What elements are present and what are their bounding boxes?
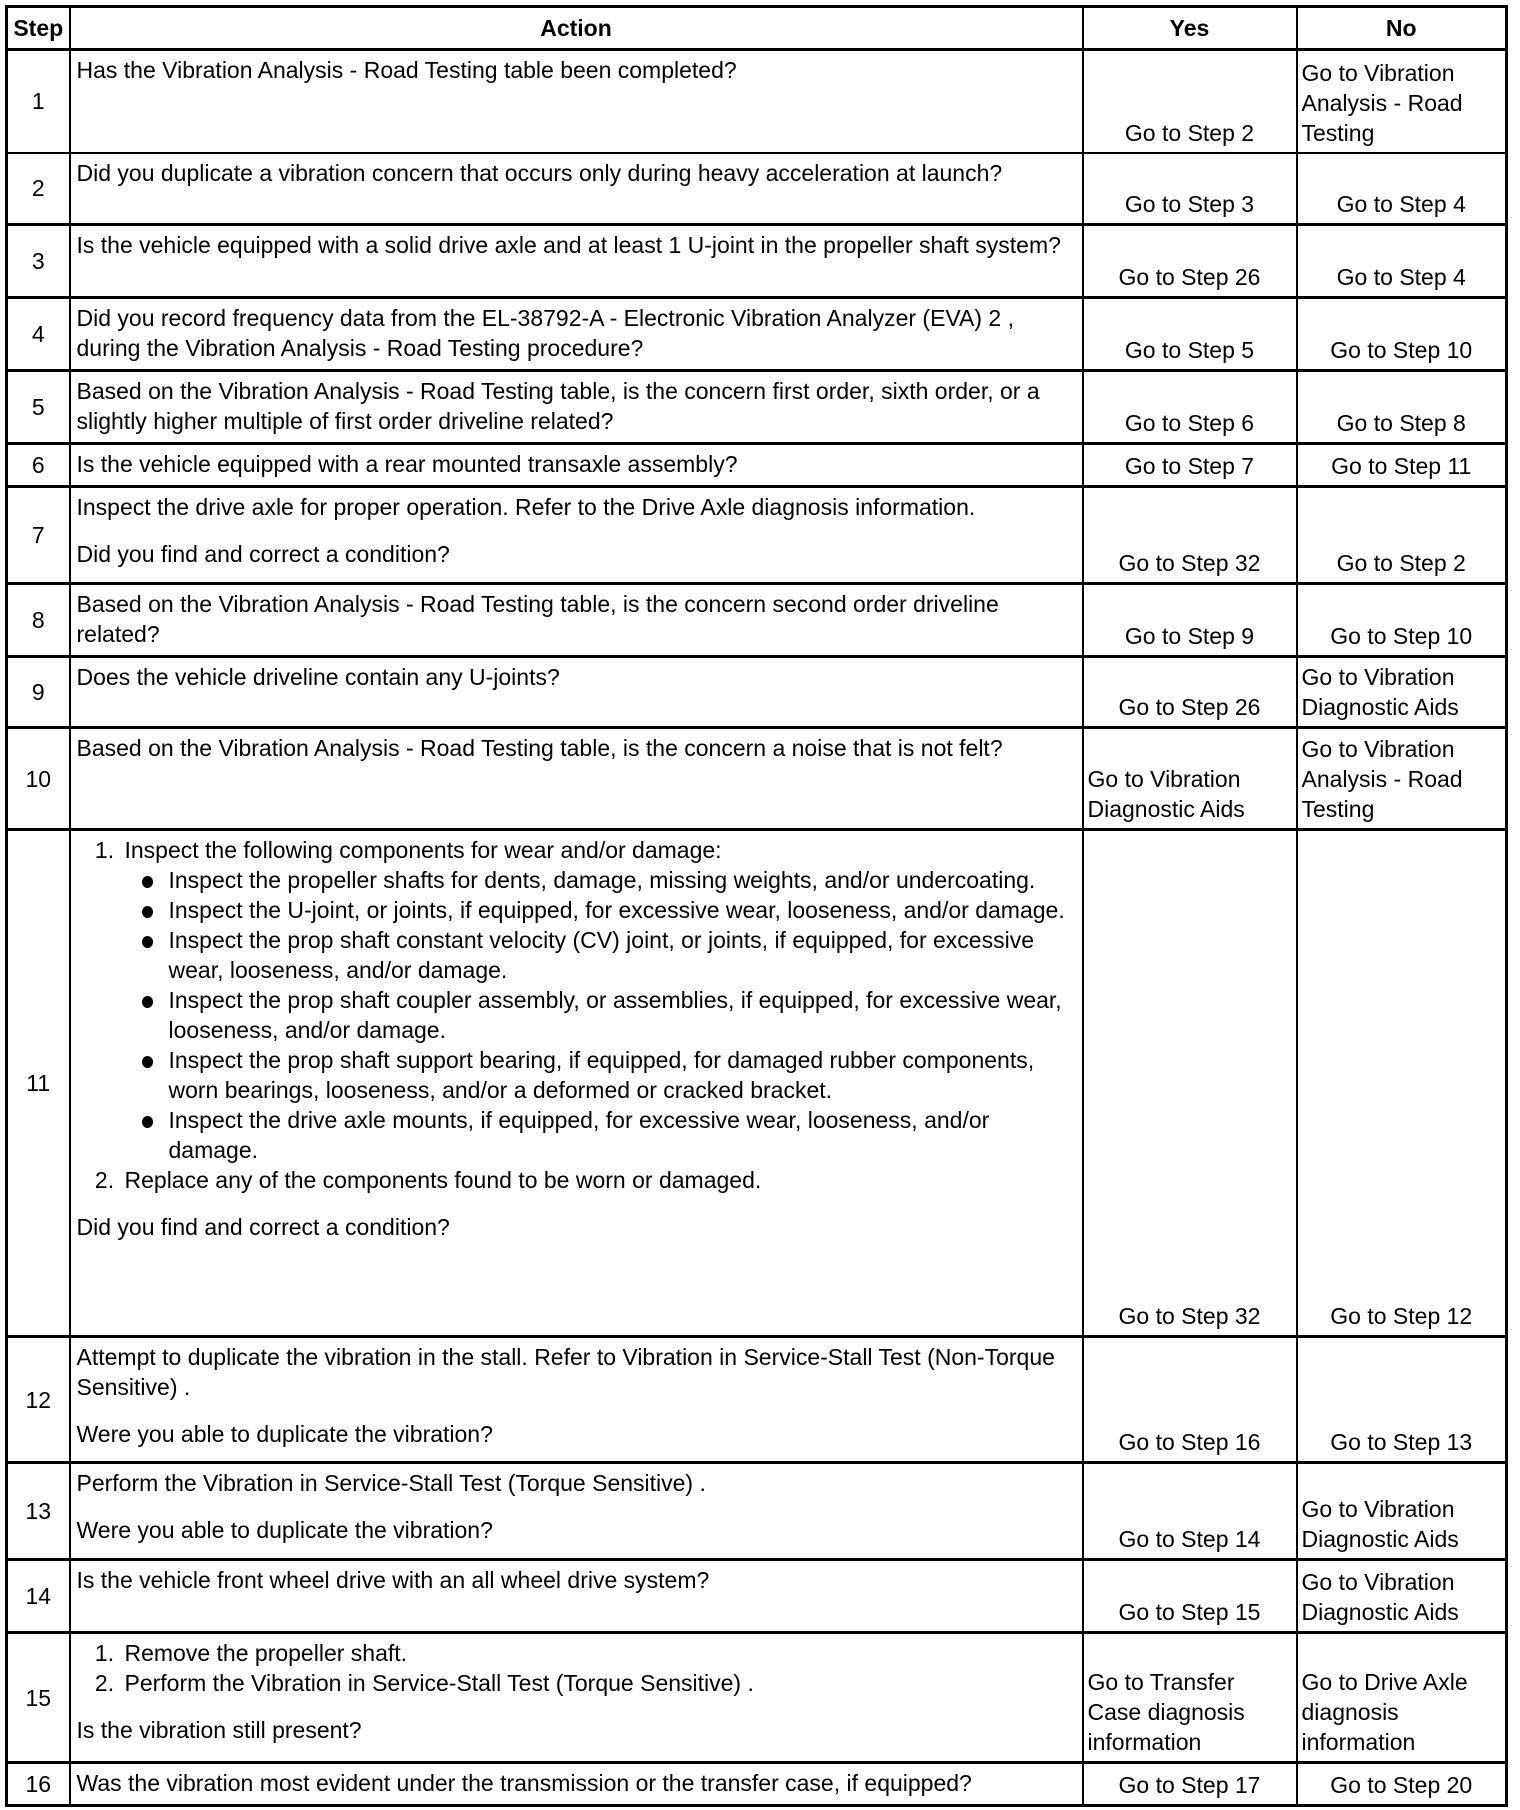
procedure-item: 1. Remove the propeller shaft. [121, 1638, 1076, 1668]
action-text: Based on the Vibration Analysis - Road Testing table, is the concern second order driveline related? [76, 591, 999, 647]
action-cell [70, 584, 1083, 657]
table-row [7, 728, 1507, 830]
no-cell: Go to Vibration Analysis - Road Testing [1297, 50, 1507, 153]
action-question: Is the vibration still present? [76, 1717, 362, 1743]
action-text: Is the vehicle front wheel drive with an all wheel drive system? [76, 1567, 710, 1593]
action-cell [70, 1763, 1083, 1806]
yes-cell: Go to Step 26 [1083, 225, 1297, 298]
table-row [7, 830, 1507, 1337]
step-number: 12 [7, 1337, 70, 1463]
action-cell [70, 830, 1083, 1337]
yes-cell: Go to Step 6 [1083, 371, 1297, 444]
yes-cell: Go to Step 17 [1083, 1763, 1297, 1806]
step-number: 11 [7, 830, 70, 1337]
procedure-item: 1. Inspect the following components for wear and/or damage: Inspect the propeller shafts for dents, damage, missing weights, and/or undercoating. Inspect the U-joint, or joints, if equipped, for excessive wear, looseness, and/or damage. Inspect the prop shaft constant velocity (CV) joint, or joints, if equipped, for excessive wear, looseness, and/or damage. Inspect the prop shaft coupler assembly, or assemblies, if equipped, for excessive wear, looseness, and/or damage. Inspect the prop shaft support bearing, if equipped, for damaged rubber components, worn bearings, looseness, and/or a deformed or cracked bracket. Inspect the drive axle mounts, if equipped, for excessive wear, looseness, and/or damage. [121, 835, 1076, 1165]
table-row [7, 487, 1507, 584]
action-cell [70, 487, 1083, 584]
no-cell: Go to Step 8 [1297, 371, 1507, 444]
no-cell: Go to Vibration Diagnostic Aids [1297, 1463, 1507, 1560]
step-number: 7 [7, 487, 70, 584]
yes-cell: Go to Step 14 [1083, 1463, 1297, 1560]
action-question: Did you find and correct a condition? [76, 541, 450, 567]
action-cell [70, 298, 1083, 371]
no-cell: Go to Step 4 [1297, 225, 1507, 298]
step-number: 8 [7, 584, 70, 657]
table-row [7, 657, 1507, 728]
no-cell: Go to Step 13 [1297, 1337, 1507, 1463]
procedure-list [77, 835, 1076, 1195]
table-row [7, 444, 1507, 487]
action-cell [70, 444, 1083, 487]
no-cell: Go to Vibration Diagnostic Aids [1297, 1560, 1507, 1633]
yes-cell: Go to Step 7 [1083, 444, 1297, 487]
action-text: Inspect the drive axle for proper operation. Refer to the Drive Axle diagnosis information. [76, 494, 976, 520]
no-cell: Go to Step 12 [1297, 830, 1507, 1337]
no-cell: Go to Drive Axle diagnosis information [1297, 1633, 1507, 1763]
action-cell [70, 1463, 1083, 1560]
header-no: No [1297, 7, 1507, 50]
table-row [7, 1633, 1507, 1763]
action-text: Attempt to duplicate the vibration in the stall. Refer to Vibration in Service-Stall Test (Non-Torque Sensitive) . [76, 1344, 1055, 1400]
step-number: 14 [7, 1560, 70, 1633]
action-text: Is the vehicle equipped with a solid drive axle and at least 1 U-joint in the propeller shaft system? [76, 232, 1061, 258]
procedure-item: 2. Perform the Vibration in Service-Stall Test (Torque Sensitive) . [121, 1668, 1076, 1698]
action-text: Based on the Vibration Analysis - Road Testing table, is the concern a noise that is not felt? [76, 735, 1003, 761]
yes-cell: Go to Transfer Case diagnosis information [1083, 1633, 1297, 1763]
yes-cell: Go to Step 2 [1083, 50, 1297, 153]
no-cell: Go to Vibration Analysis - Road Testing [1297, 728, 1507, 830]
step-number: 2 [7, 153, 70, 225]
table-row [7, 50, 1507, 153]
table-row [7, 153, 1507, 225]
inspection-bullets [125, 865, 1076, 1165]
bullet-item: Inspect the drive axle mounts, if equipped, for excessive wear, looseness, and/or damage. [169, 1105, 1076, 1165]
header-action: Action [70, 7, 1083, 50]
step-number: 16 [7, 1763, 70, 1806]
header-step: Step [7, 7, 70, 50]
action-text: Did you duplicate a vibration concern that occurs only during heavy acceleration at launch? [76, 159, 1003, 186]
yes-cell: Go to Step 5 [1083, 298, 1297, 371]
no-cell: Go to Step 10 [1297, 584, 1507, 657]
action-cell [70, 1560, 1083, 1633]
table-row [7, 371, 1507, 444]
bullet-item: Inspect the prop shaft constant velocity (CV) joint, or joints, if equipped, for excessive wear, looseness, and/or damage. [169, 925, 1076, 985]
action-question: Were you able to duplicate the vibration? [76, 1421, 493, 1447]
bullet-item: Inspect the propeller shafts for dents, damage, missing weights, and/or undercoating. [169, 865, 1076, 895]
action-question: Did you find and correct a condition? [76, 1214, 450, 1240]
action-text: Based on the Vibration Analysis - Road Testing table, is the concern first order, sixth order, or a slightly higher multiple of first order driveline related? [76, 378, 1040, 434]
step-number: 15 [7, 1633, 70, 1763]
no-cell: Go to Step 4 [1297, 153, 1507, 225]
action-text: Perform the Vibration in Service-Stall Test (Torque Sensitive) . [76, 1470, 706, 1496]
table-row [7, 298, 1507, 371]
yes-cell: Go to Step 3 [1083, 153, 1297, 225]
step-number: 10 [7, 728, 70, 830]
yes-cell: Go to Step 32 [1083, 487, 1297, 584]
table-row [7, 225, 1507, 298]
table-row [7, 1463, 1507, 1560]
step-number: 3 [7, 225, 70, 298]
table-row [7, 1560, 1507, 1633]
yes-cell: Go to Step 26 [1083, 657, 1297, 728]
no-cell: Go to Step 10 [1297, 298, 1507, 371]
yes-cell: Go to Step 16 [1083, 1337, 1297, 1463]
bullet-item: Inspect the U-joint, or joints, if equipped, for excessive wear, looseness, and/or damage. [169, 895, 1076, 925]
action-cell [70, 1337, 1083, 1463]
action-text: Was the vibration most evident under the transmission or the transfer case, if equipped? [76, 1770, 972, 1796]
diagnostic-table [5, 5, 1508, 1807]
action-cell [70, 728, 1083, 830]
action-cell [70, 153, 1083, 225]
table-row [7, 1763, 1507, 1806]
action-cell [70, 1633, 1083, 1763]
no-cell: Go to Vibration Diagnostic Aids [1297, 657, 1507, 728]
action-cell [70, 371, 1083, 444]
action-text: Does the vehicle driveline contain any U-joints? [76, 664, 560, 690]
action-text: Did you record frequency data from the EL-38792-A - Electronic Vibration Analyzer (EVA) 2 , during the Vibration Analysis - Road Testing procedure? [76, 305, 1015, 361]
action-question: Were you able to duplicate the vibration? [76, 1517, 493, 1543]
yes-cell: Go to Step 9 [1083, 584, 1297, 657]
bullet-item: Inspect the prop shaft coupler assembly, or assemblies, if equipped, for excessive wear, looseness, and/or damage. [169, 985, 1076, 1045]
action-cell [70, 50, 1083, 153]
no-cell: Go to Step 2 [1297, 487, 1507, 584]
header-row [7, 7, 1507, 50]
table-row [7, 1337, 1507, 1463]
no-cell: Go to Step 20 [1297, 1763, 1507, 1806]
action-text: Has the Vibration Analysis - Road Testing table been completed? [76, 57, 737, 83]
yes-cell: Go to Vibration Diagnostic Aids [1083, 728, 1297, 830]
yes-cell: Go to Step 32 [1083, 830, 1297, 1337]
step-number: 5 [7, 371, 70, 444]
bullet-item: Inspect the prop shaft support bearing, if equipped, for damaged rubber components, worn bearings, looseness, and/or a deformed or cracked bracket. [169, 1045, 1076, 1105]
no-cell: Go to Step 11 [1297, 444, 1507, 487]
action-cell [70, 225, 1083, 298]
step-number: 1 [7, 50, 70, 153]
step-number: 4 [7, 298, 70, 371]
procedure-item: 2. Replace any of the components found to be worn or damaged. [121, 1165, 1076, 1195]
action-text: Is the vehicle equipped with a rear mounted transaxle assembly? [76, 451, 738, 477]
step-number: 6 [7, 444, 70, 487]
step-number: 9 [7, 657, 70, 728]
yes-cell: Go to Step 15 [1083, 1560, 1297, 1633]
procedure-list [77, 1638, 1076, 1698]
header-yes: Yes [1083, 7, 1297, 50]
action-cell [70, 657, 1083, 728]
step-number: 13 [7, 1463, 70, 1560]
table-row [7, 584, 1507, 657]
